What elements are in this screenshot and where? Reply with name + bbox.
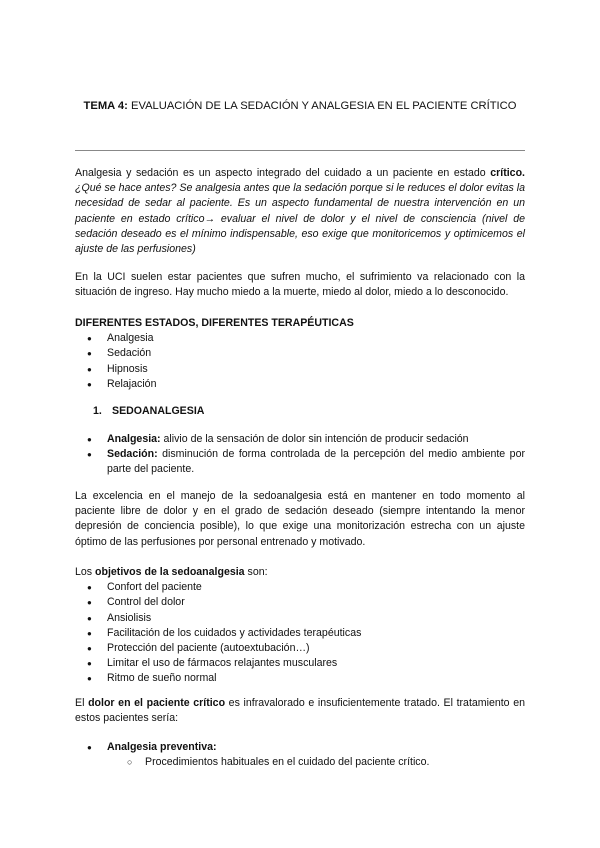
estados-heading: DIFERENTES ESTADOS, DIFERENTES TERAPÉUTICAS [75,317,354,329]
list-item: ● Confort del paciente [75,580,525,595]
uci-paragraph: En la UCI suelen estar pacientes que sufren mucho, el sufrimiento va relacionado con la situación de ingreso. Hay mucho miedo a la muerte, miedo al dolor, miedo a lo desconocido. [75,271,525,299]
title-prefix: TEMA 4: [83,100,128,112]
list-item: ● Facilitación de los cuidados y actividades terapéuticas [75,626,525,641]
intro-italic-text: ¿Qué se hace antes? Se analgesia antes que la sedación porque si le reduces el dolor evitas la necesidad de sedar al paciente. Es un aspecto fundamental de nuestra intervención en un paciente en estado crítico→ evaluar el nivel de dolor y el nivel de consciencia (nivel de sedación deseado es el mínimo indispensable, eso exige que monitoricemos y optimicemos el ajuste de las perfusiones) [75,182,525,256]
preventiva-list [75,740,525,755]
objetivos-intro [75,565,525,580]
intro-text: Analgesia y sedación es un aspecto integrado del cuidado a un paciente en estado [75,167,491,179]
objetivos-pre: Los [75,566,96,578]
preventiva-heading: Analgesia preventiva: [107,741,217,753]
intro-paragraph [75,166,525,257]
intro-bold-word: crítico. [490,167,525,179]
page-title [75,98,525,114]
dolor-bold: dolor en el paciente crítico [88,697,226,709]
list-item: ● Sedación [75,346,525,361]
section1-definitions [75,432,525,478]
dolor-paragraph [75,696,525,726]
definition-term: Analgesia: [107,433,161,445]
list-item: ● Limitar el uso de fármacos relajantes musculares [75,656,525,671]
estados-list [75,331,525,392]
objetivos-section [75,565,525,687]
list-item: ● Ritmo de sueño normal [75,671,525,686]
objetivos-post: son: [244,566,268,578]
objetivos-bold: objetivos de la sedoanalgesia [95,566,245,578]
definition-text: disminución de forma controlada de la percepción del medio ambiente por parte del paciente. [107,448,525,476]
definition-analgesia [75,432,525,447]
preventiva-section [75,740,525,770]
definition-text: alivio de la sensación de dolor sin intención de producir sedación [160,433,469,445]
preventiva-sublist [75,755,525,770]
definition-sedacion [75,447,525,477]
definitions-list [75,432,525,478]
list-item: ● Protección del paciente (autoextubación…) [75,641,525,656]
objetivos-list [75,580,525,686]
list-item: ● Analgesia [75,331,525,346]
estados-section [75,316,525,392]
dolor-pre: El [75,697,89,709]
list-item [75,740,525,755]
list-item: ● Hipnosis [75,362,525,377]
list-item: ● Ansiolisis [75,611,525,626]
title-divider [75,150,525,151]
definition-term: Sedación: [107,448,158,461]
section1-title: SEDOANALGESIA [112,405,205,417]
dolor-post: es infravalorado e insuficientemente tratado. El tratamiento en estos pacientes sería: [75,697,525,725]
title-text: EVALUACIÓN DE LA SEDACIÓN Y ANALGESIA EN EL PACIENTE CRÍTICO [127,100,517,112]
list-item: ● Relajación [75,377,525,392]
list-item: ● Control del dolor [75,595,525,610]
section1-heading [75,404,525,419]
list-item: ○ Procedimientos habituales en el cuidado del paciente crítico. [75,755,525,770]
section1-number: 1. [93,405,102,417]
excelencia-paragraph: La excelencia en el manejo de la sedoanalgesia está en mantener en todo momento al paciente libre de dolor y en el grado de sedación deseado (siempre intentando la menor depresión de conciencia posible), lo que exige una monitorización estrecha con un ajuste óptimo de las perfusiones por personal entrenado y motivado. [75,490,525,548]
